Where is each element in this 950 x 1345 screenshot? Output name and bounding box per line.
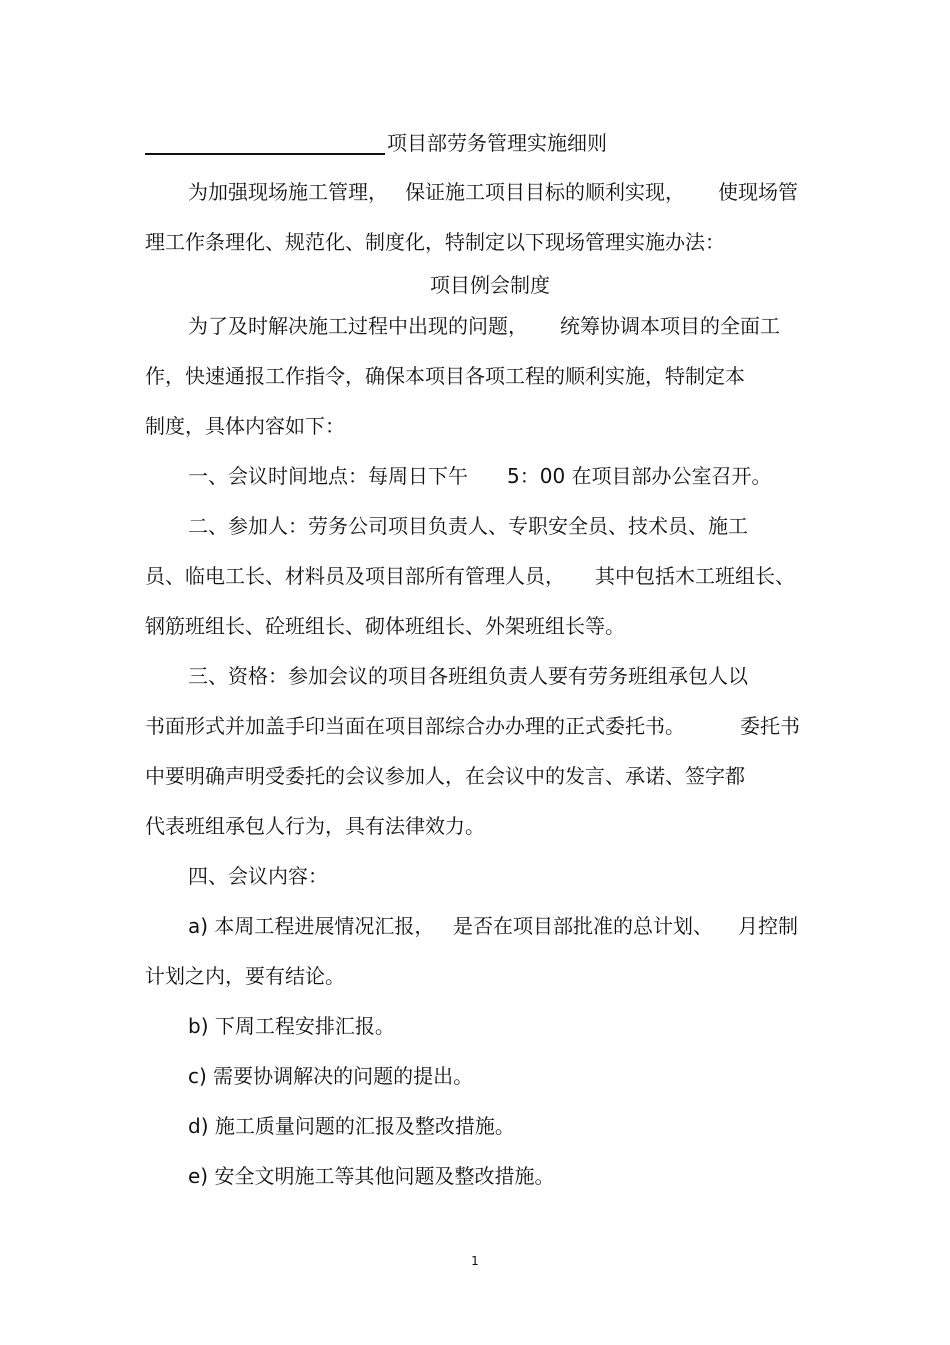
page-number: 1 — [471, 1254, 479, 1268]
purpose-line-2 — [0, 361, 950, 391]
item4-c-text: c) 需要协调解决的问题的提出。 — [188, 1064, 474, 1088]
purpose-text: 制度，具体内容如下： — [145, 414, 345, 438]
purpose-line-3 — [0, 411, 950, 441]
intro-text: 使现场管 — [718, 180, 798, 204]
item3-line-1 — [0, 661, 950, 691]
item4-a-line-2 — [0, 961, 950, 991]
item2-text: 其中包括木工班组长、 — [595, 564, 795, 588]
item4-d-line — [0, 1111, 950, 1141]
item4-a-text: a) 本周工程进展情况汇报， — [188, 914, 435, 938]
intro-text: 理工作条理化、规范化、制度化，特制定以下现场管理实施办法： — [145, 230, 725, 254]
document-title-line — [0, 128, 950, 158]
item3-text: 代表班组承包人行为，具有法律效力。 — [145, 814, 485, 838]
item4-c-line — [0, 1061, 950, 1091]
item3-line-3 — [0, 761, 950, 791]
item4-heading: 四、会议内容： — [188, 864, 328, 888]
item2-line-2 — [0, 561, 950, 591]
item4-b-line — [0, 1011, 950, 1041]
item3-text: 委托书 — [740, 714, 800, 738]
item2-line-3 — [0, 611, 950, 641]
item1-text: 5：00 在项目部办公室召开。 — [507, 464, 772, 488]
section-heading: 项目例会制度 — [430, 273, 550, 297]
item2-text: 员、临电工长、材料员及项目部所有管理人员， — [145, 564, 565, 588]
item3-line-4 — [0, 811, 950, 841]
item3-text: 中要明确声明受委托的会议参加人，在会议中的发言、承诺、签字都 — [145, 764, 745, 788]
intro-text: 保证施工项目目标的顺利实现， — [405, 180, 685, 204]
item4-a-text: 计划之内，要有结论。 — [145, 964, 345, 988]
purpose-line-1 — [0, 311, 950, 341]
purpose-text: 统筹协调本项目的全面工 — [560, 314, 780, 338]
purpose-text: 为了及时解决施工过程中出现的问题， — [188, 314, 528, 338]
purpose-text: 作，快速通报工作指令，确保本项目各项工程的顺利实施，特制定本 — [145, 364, 745, 388]
item4-heading-line — [0, 861, 950, 891]
item1-text: 一、会议时间地点：每周日下午 — [188, 464, 468, 488]
item4-e-text: e) 安全文明施工等其他问题及整改措施。 — [188, 1164, 555, 1188]
item3-text: 三、资格：参加会议的项目各班组负责人要有劳务班组承包人以 — [188, 664, 748, 688]
item3-text: 书面形式并加盖手印当面在项目部综合办办理的正式委托书。 — [145, 714, 685, 738]
item4-a-line-1 — [0, 911, 950, 941]
document-title: 项目部劳务管理实施细则 — [387, 131, 607, 155]
section-heading-line — [0, 270, 950, 300]
item1-line — [0, 461, 950, 491]
item4-a-text: 月控制 — [738, 914, 798, 938]
intro-line-2 — [0, 227, 950, 257]
item3-line-2 — [0, 711, 950, 741]
intro-text: 为加强现场施工管理， — [188, 180, 388, 204]
item2-text: 二、参加人：劳务公司项目负责人、专职安全员、技术员、施工 — [188, 514, 748, 538]
item4-d-text: d) 施工质量问题的汇报及整改措施。 — [188, 1114, 515, 1138]
item2-text: 钢筋班组长、砼班组长、砌体班组长、外架班组长等。 — [145, 614, 625, 638]
intro-line-1 — [0, 177, 950, 207]
item4-b-text: b) 下周工程安排汇报。 — [188, 1014, 395, 1038]
item4-a-text: 是否在项目部批准的总计划、 — [453, 914, 713, 938]
item2-line-1 — [0, 511, 950, 541]
item4-e-line — [0, 1161, 950, 1191]
